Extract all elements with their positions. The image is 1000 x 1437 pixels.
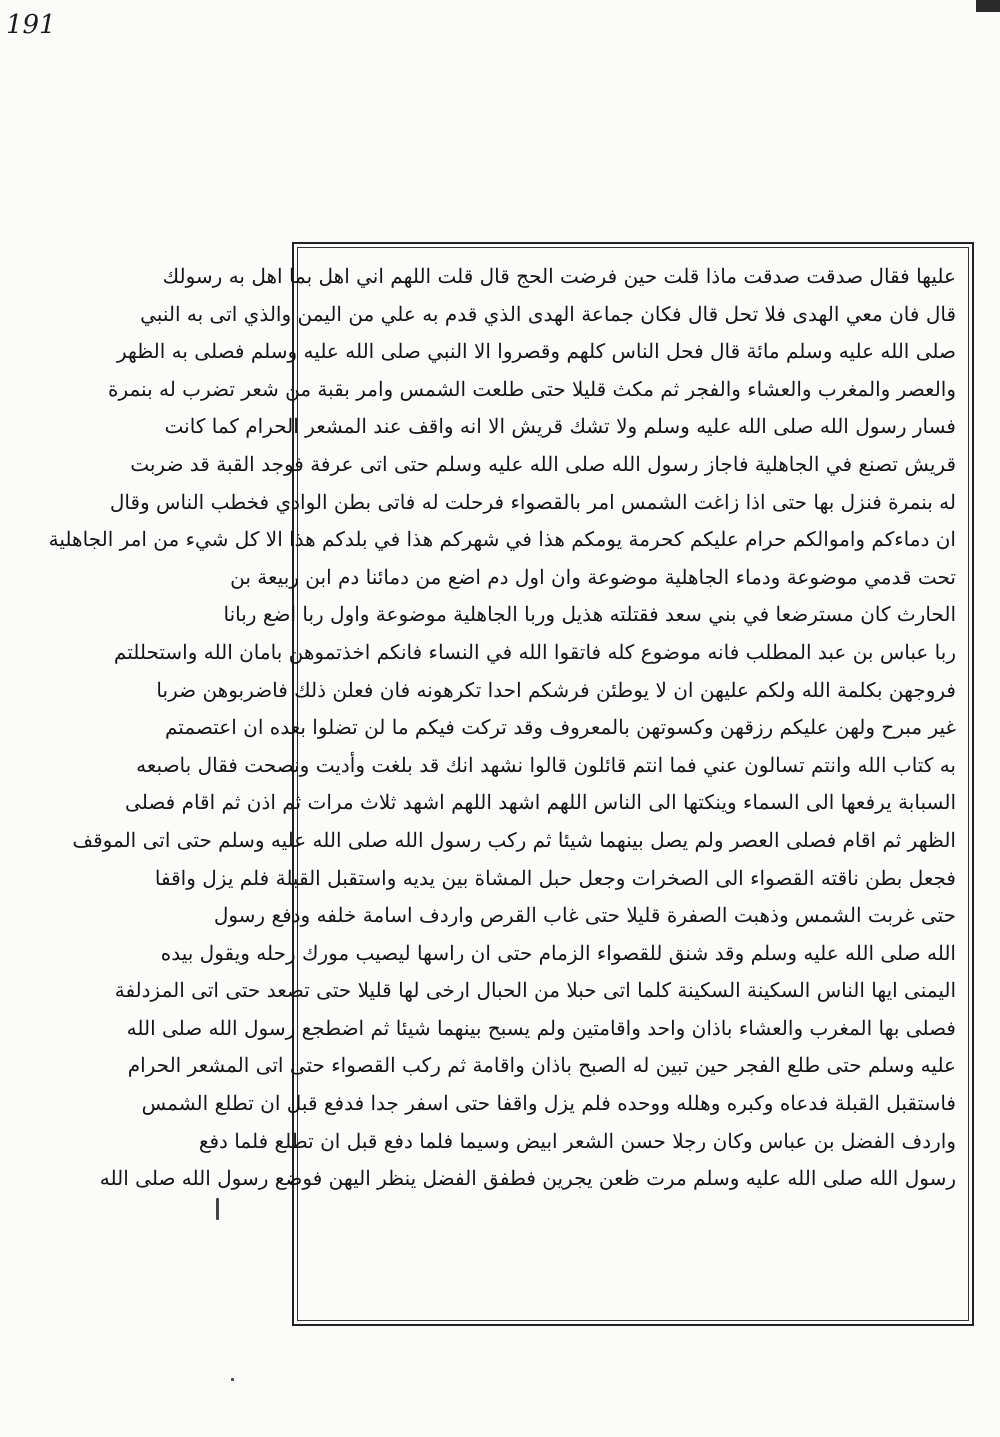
manuscript-line: غير مبرح ولهن عليكم رزقهن وكسوتهن بالمعروف وقد تركت فيكم ما لن تضلوا بعده ان اعتصمتم [165, 715, 956, 740]
manuscript-line: السبابة يرفعها الى السماء وينكتها الى الناس اللهم اشهد اللهم اشهد ثلاث مرات ثم اذن ثم اقام فصلى [125, 790, 956, 815]
manuscript-line: فجعل بطن ناقته القصواء الى الصخرات وجعل حبل المشاة بين يديه واستقبل القبلة فلم يزل واقفا [154, 865, 956, 890]
manuscript-line: والعصر والمغرب والعشاء والفجر ثم مكث قليلا حتى طلعت الشمس وامر بقبة من شعر تضرب له بنمرة [107, 376, 956, 401]
manuscript-line: الحارث كان مسترضعا في بني سعد فقتلته هذيل وربا الجاهلية موضوعة واول ربا اضع ربانا [223, 602, 956, 627]
manuscript-line: عليها فقال صدقت صدقت ماذا قلت حين فرضت الحج قال قلت اللهم اني اهل بما اهل به رسولك [162, 264, 956, 288]
manuscript-line: فروجهن بكلمة الله ولكم عليهن ان لا يوطئن فرشكم احدا تكرهونه فان فعلن ذلك فاضربوهن ضربا [156, 677, 956, 702]
manuscript-line: الظهر ثم اقام فصلى العصر ولم يصل بينهما شيئا ثم ركب رسول الله صلى الله عليه وسلم حتى اتى الموقف [72, 827, 956, 852]
manuscript-line: الله صلى الله عليه وسلم وقد شنق للقصواء الزمام حتى ان راسها ليصيب مورك رحله ويقول بيده [160, 940, 956, 965]
manuscript-line: اليمنى ايها الناس السكينة السكينة كلما اتى حبلا من الحبال ارخى لها قليلا حتى تصعد حتى اتى المزدلفة [114, 978, 956, 1003]
manuscript-line: فاستقبل القبلة فدعاه وكبره وهلله ووحده فلم يزل واقفا حتى اسفر جدا فدفع قبل ان تطلع الشمس [141, 1091, 956, 1116]
manuscript-line: قريش تصنع في الجاهلية فاجاز رسول الله صلى الله عليه وسلم حتى اتى عرفة فوجد القبة قد ضربت [130, 451, 956, 476]
manuscript-text-block [48, 258, 956, 1312]
manuscript-line: به كتاب الله وانتم تسالون عني فما انتم قائلون قالوا نشهد انك قد بلغت وأديت ونصحت فقال باصبعه [136, 752, 956, 777]
page-edge-mark [976, 0, 1000, 12]
manuscript-line: قال فان معي الهدى فلا تحل قال فكان جماعة الهدى الذي قدم به علي من اليمن والذي اتى به النبي [140, 301, 956, 326]
manuscript-line: رسول الله صلى الله عليه وسلم مرت ظعن يجرين فطفق الفضل ينظر اليهن فوضع رسول الله صلى الله [99, 1166, 956, 1191]
manuscript-line: فصلى بها المغرب والعشاء باذان واحد واقامتين ولم يسبح بينهما شيئا ثم اضطجع رسول الله صلى الله [126, 1015, 956, 1040]
scan-speck [216, 1198, 219, 1220]
manuscript-line: صلى الله عليه وسلم مائة قال فحل الناس كلهم وقصروا الا النبي صلى الله عليه وسلم فصلى به الظهر [116, 339, 956, 364]
scan-speck [231, 1378, 234, 1381]
manuscript-line: ربا عباس بن عبد المطلب فانه موضوع كله فاتقوا الله في النساء فانكم اخذتموهن بامان الله واستحللتم [113, 639, 956, 664]
manuscript-line: واردف الفضل بن عباس وكان رجلا حسن الشعر ابيض وسيما فلما دفع قبل ان تطلع فلما دفع [198, 1128, 956, 1153]
manuscript-line: له بنمرة فنزل بها حتى اذا زاغت الشمس امر بالقصواء فرحلت له فاتى بطن الوادي فخطب الناس وقال [109, 489, 956, 514]
manuscript-line: تحت قدمي موضوعة ودماء الجاهلية موضوعة وان اول دم اضع من دمائنا دم ابن ربيعة بن [230, 564, 956, 589]
manuscript-line: حتى غربت الشمس وذهبت الصفرة قليلا حتى غاب القرص واردف اسامة خلفه ودفع رسول [213, 903, 956, 928]
manuscript-line: فسار رسول الله صلى الله عليه وسلم ولا تشك قريش الا انه واقف عند المشعر الحرام كما كانت [164, 414, 956, 439]
manuscript-line: ان دماءكم واموالكم حرام عليكم كحرمة يومكم هذا في شهركم هذا في بلدكم هذا الا كل شيء من امر الجاهلية [48, 527, 956, 552]
manuscript-line: عليه وسلم حتى طلع الفجر حين تبين له الصبح باذان واقامة ثم ركب القصواء حتى اتى المشعر الحرام [127, 1053, 956, 1078]
folio-number: 191 [6, 10, 56, 40]
